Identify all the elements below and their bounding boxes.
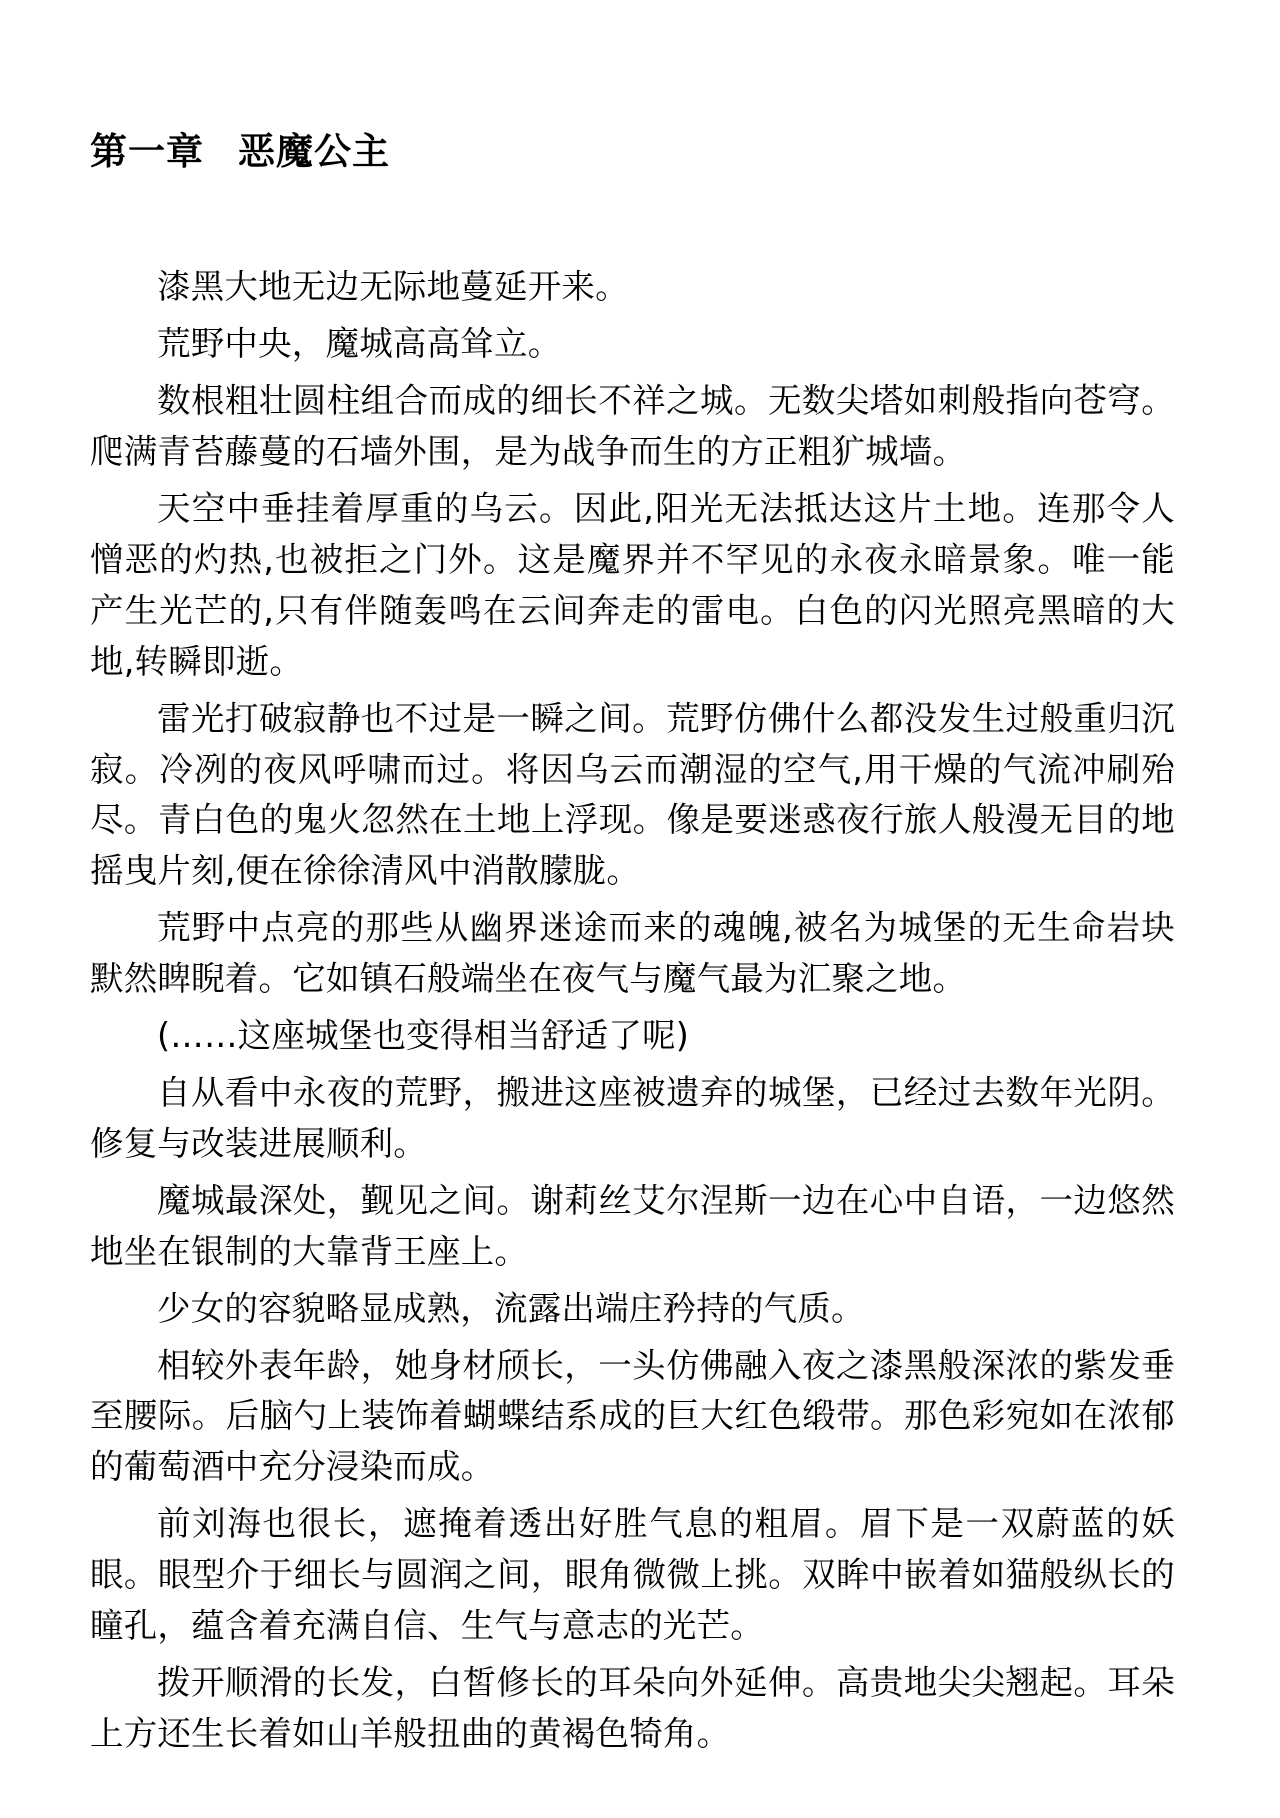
paragraph: 魔城最深处，觐见之间。谢莉丝艾尔涅斯一边在心中自语，一边悠然地坐在银制的大靠背王座上。	[90, 1180, 1175, 1271]
paragraph: 自从看中永夜的荒野，搬进这座被遗弃的城堡，已经过去数年光阴。修复与改装进展顺利。	[90, 1072, 1175, 1163]
paragraph: 荒野中点亮的那些从幽界迷途而来的魂魄,被名为城堡的无生命岩块默然睥睨着。它如镇石般端坐在夜气与魔气最为汇聚之地。	[90, 908, 1175, 999]
chapter-number: 第一章	[90, 130, 204, 173]
paragraph: 前刘海也很长，遮掩着透出好胜气息的粗眉。眉下是一双蔚蓝的妖眼。眼型介于细长与圆润之间，眼角微微上挑。双眸中嵌着如猫般纵长的瞳孔，蕴含着充满自信、生气与意志的光芒。	[90, 1504, 1175, 1646]
body-text	[90, 262, 1175, 1759]
paragraph: 数根粗壮圆柱组合而成的细长不祥之城。无数尖塔如刺般指向苍穹。爬满青苔藤蔓的石墙外围，是为战争而生的方正粗犷城墙。	[90, 381, 1175, 472]
paragraph: 天空中垂挂着厚重的乌云。因此,阳光无法抵达这片土地。连那令人憎恶的灼热,也被拒之门外。这是魔界并不罕见的永夜永暗景象。唯一能产生光芒的,只有伴随轰鸣在云间奔走的雷电。白色的闪光照亮黑暗的大地,转瞬即逝。	[90, 489, 1175, 681]
paragraph: 少女的容貌略显成熟，流露出端庄矜持的气质。	[157, 1288, 865, 1328]
chapter-title-text: 恶魔公主	[238, 130, 390, 173]
paragraph: 拨开顺滑的长发，白皙修长的耳朵向外延伸。高贵地尖尖翘起。耳朵上方还生长着如山羊般扭曲的黄褐色犄角。	[90, 1662, 1175, 1753]
paragraph: 相较外表年龄，她身材颀长，一头仿佛融入夜之漆黑般深浓的紫发垂至腰际。后脑勺上装饰着蝴蝶结系成的巨大红色缎带。那色彩宛如在浓郁的葡萄酒中充分浸染而成。	[90, 1345, 1175, 1487]
paragraph: 雷光打破寂静也不过是一瞬之间。荒野仿佛什么都没发生过般重归沉寂。冷冽的夜风呼啸而过。将因乌云而潮湿的空气,用干燥的气流冲刷殆尽。青白色的鬼火忽然在土地上浮现。像是要迷惑夜行旅人般漫无目的地摇曳片刻,便在徐徐清风中消散朦胧。	[90, 698, 1175, 891]
paragraph: 荒野中央，魔城高高耸立。	[157, 324, 562, 364]
chapter-heading	[90, 130, 1175, 174]
paragraph: (……这座城堡也变得相当舒适了呢)	[157, 1016, 690, 1056]
paragraph: 漆黑大地无边无际地蔓延开来。	[157, 267, 629, 307]
